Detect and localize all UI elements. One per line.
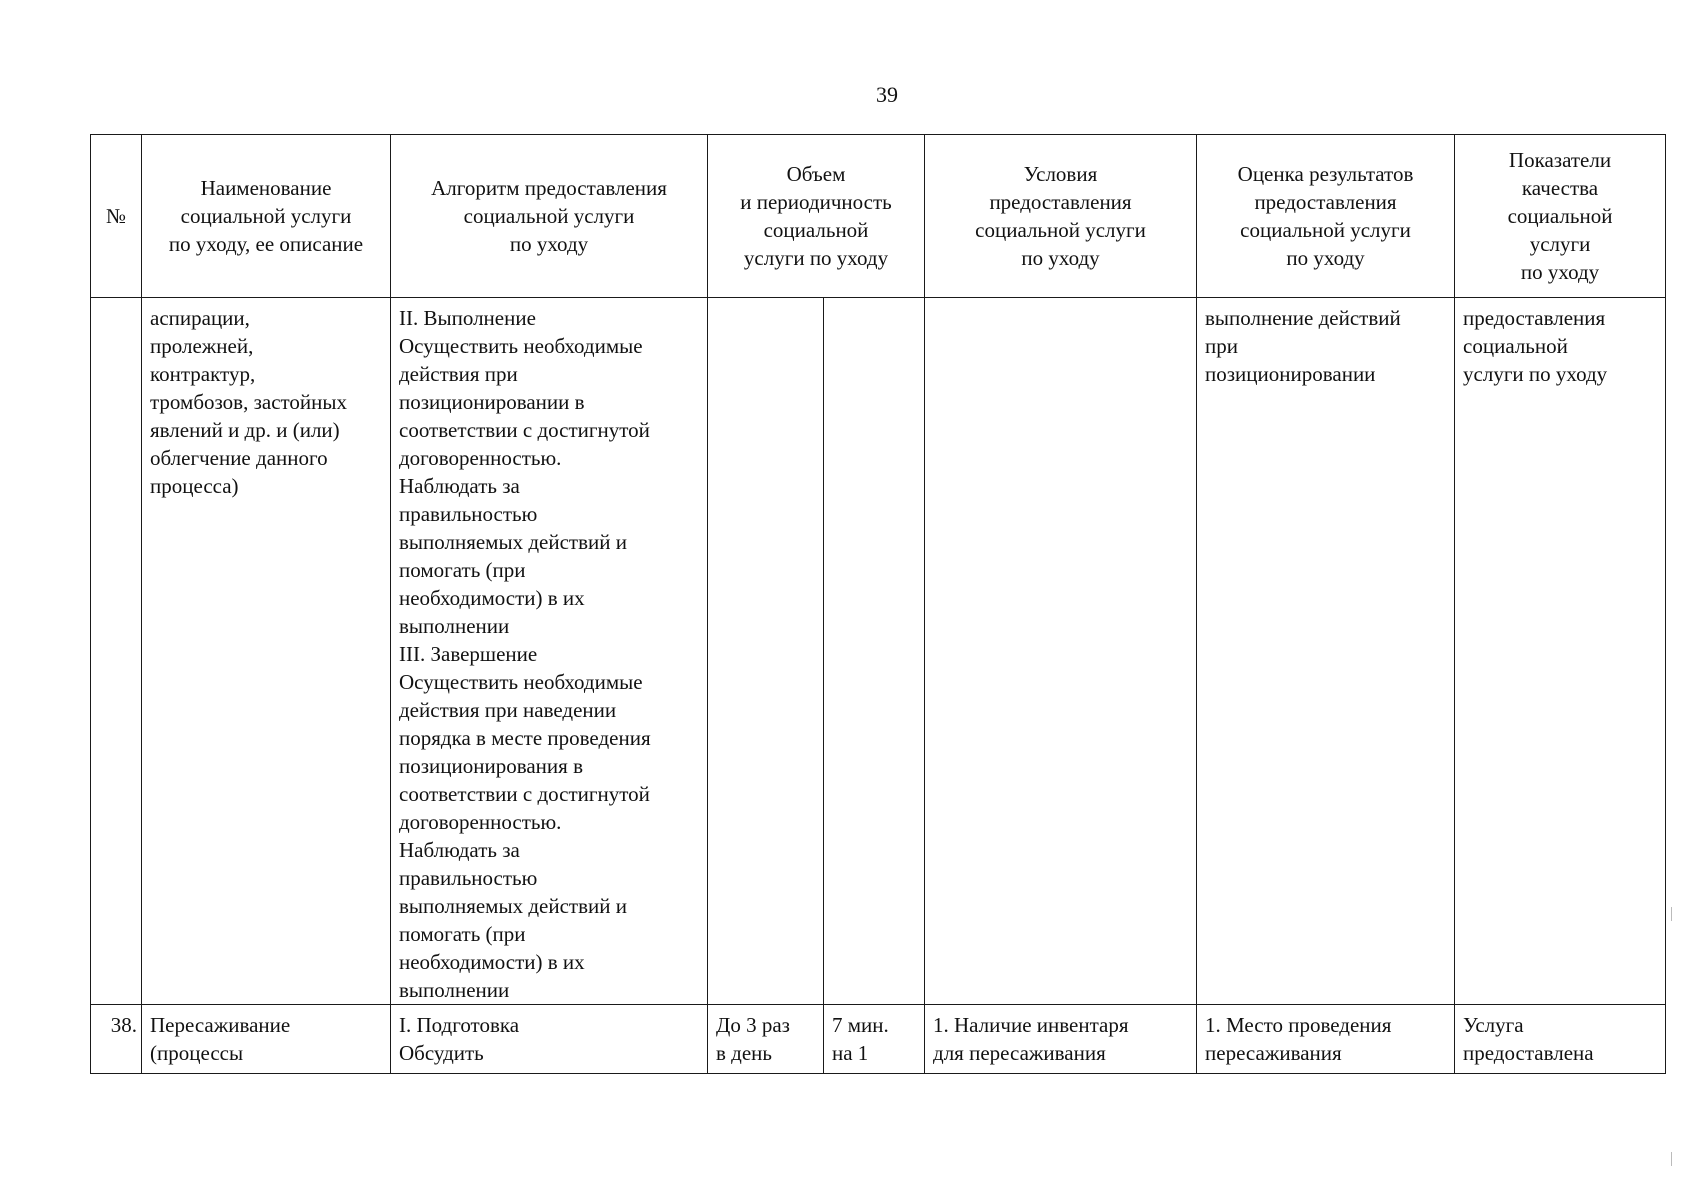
scan-mark [1671, 1152, 1672, 1166]
row-conditions-cell [925, 298, 1197, 1005]
header-conditions: Условия предоставления социальной услуги по уходу [925, 135, 1197, 298]
row-volume-cell [708, 298, 824, 1005]
header-service-name: Наименование социальной услуги по уходу, ее описание [142, 135, 391, 298]
row-name-cell: аспирации, пролежней, контрактур, тромбозов, застойных явлений и др. и (или) облегчение данного процесса) [142, 298, 391, 1005]
row-conditions-cell: 1. Наличие инвентаря для пересаживания [925, 1005, 1197, 1074]
row-evaluation-cell: 1. Место проведения пересаживания [1197, 1005, 1455, 1074]
row-algorithm-cell: I. Подготовка Обсудить [391, 1005, 708, 1074]
row-quality-cell: Услуга предоставлена [1455, 1005, 1666, 1074]
row-volume-cell: До 3 раз в день [708, 1005, 824, 1074]
header-algorithm: Алгоритм предоставления социальной услуги по уходу [391, 135, 708, 298]
row-name-cell: Пересаживание (процессы [142, 1005, 391, 1074]
page-number: 39 [876, 82, 898, 107]
scan-mark [1671, 907, 1672, 921]
row-algorithm-cell: II. Выполнение Осуществить необходимые действия при позиционировании в соответствии с достигнутой договоренностью. Наблюдать за правильностью выполняемых действий и помогать (при необходимости) в их выполнении III. Завершение Осуществить необходимые действия при наведении порядка в месте проведения позиционирования в соответствии с достигнутой договоренностью. Наблюдать за правильностью выполняемых действий и помогать (при необходимости) в их выполнении [391, 298, 708, 1005]
table-header-row [91, 135, 1666, 298]
table-row [91, 1005, 1666, 1074]
header-evaluation: Оценка результатов предоставления социальной услуги по уходу [1197, 135, 1455, 298]
row-num-cell [91, 298, 142, 1005]
row-quality-cell: предоставления социальной услуги по уходу [1455, 298, 1666, 1005]
row-periodicity-cell: 7 мин. на 1 [824, 1005, 925, 1074]
table-row [91, 298, 1666, 1005]
services-table [90, 134, 1666, 1074]
row-num-cell: 38. [91, 1005, 142, 1074]
header-volume-periodicity: Объем и периодичность социальной услуги по уходу [708, 135, 925, 298]
row-evaluation-cell: выполнение действий при позиционировании [1197, 298, 1455, 1005]
row-periodicity-cell [824, 298, 925, 1005]
header-quality: Показатели качества социальной услуги по уходу [1455, 135, 1666, 298]
header-num: № [91, 135, 142, 298]
